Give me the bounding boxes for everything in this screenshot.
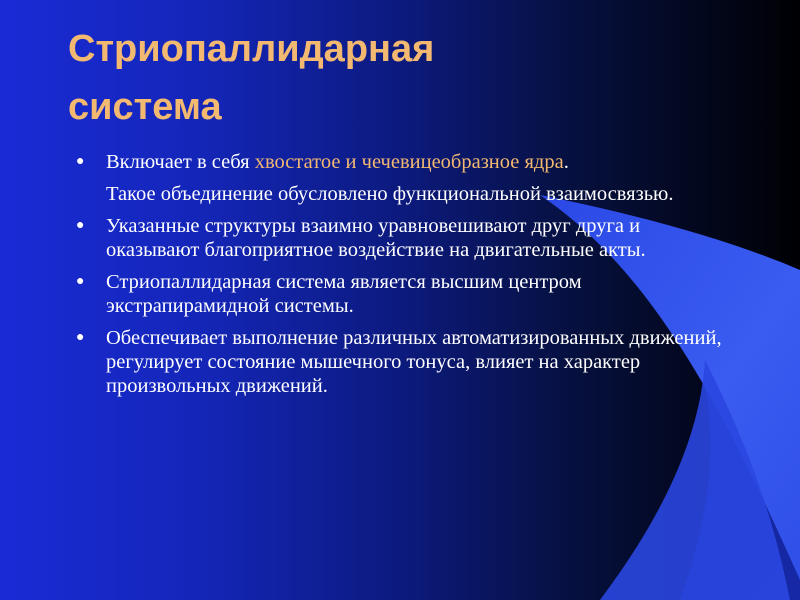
list-item — [72, 270, 732, 318]
item-text: Такое объединение обусловлено функциональной взаимосвязью. — [106, 183, 674, 205]
bullet-icon: ● — [76, 330, 85, 345]
item-text-highlight: хвостатое и чечевицеобразное ядра — [254, 151, 564, 173]
item-text-post: . — [563, 151, 569, 173]
bullet-icon: ● — [76, 154, 85, 169]
item-text-pre: Включает в себя — [106, 151, 255, 173]
bullet-icon: ● — [76, 218, 85, 233]
item-text: Стриопаллидарная система является высшим центром экстрапирамидной системы. — [106, 271, 582, 317]
slide-title: Стриопаллидарная система — [68, 28, 435, 128]
list-item — [72, 214, 732, 262]
list-item — [72, 150, 732, 174]
item-text: Указанные структуры взаимно уравновешивают друг друга и оказывают благоприятное воздействие на двигательные акты. — [106, 215, 646, 261]
list-item — [72, 182, 732, 206]
bullet-icon: ● — [76, 274, 85, 289]
bullet-list — [72, 150, 732, 406]
item-text: Обеспечивает выполнение различных автоматизированных движений, регулирует состояние мышечного тонуса, влияет на характер произвольных движений. — [106, 327, 722, 397]
list-item — [72, 326, 732, 398]
